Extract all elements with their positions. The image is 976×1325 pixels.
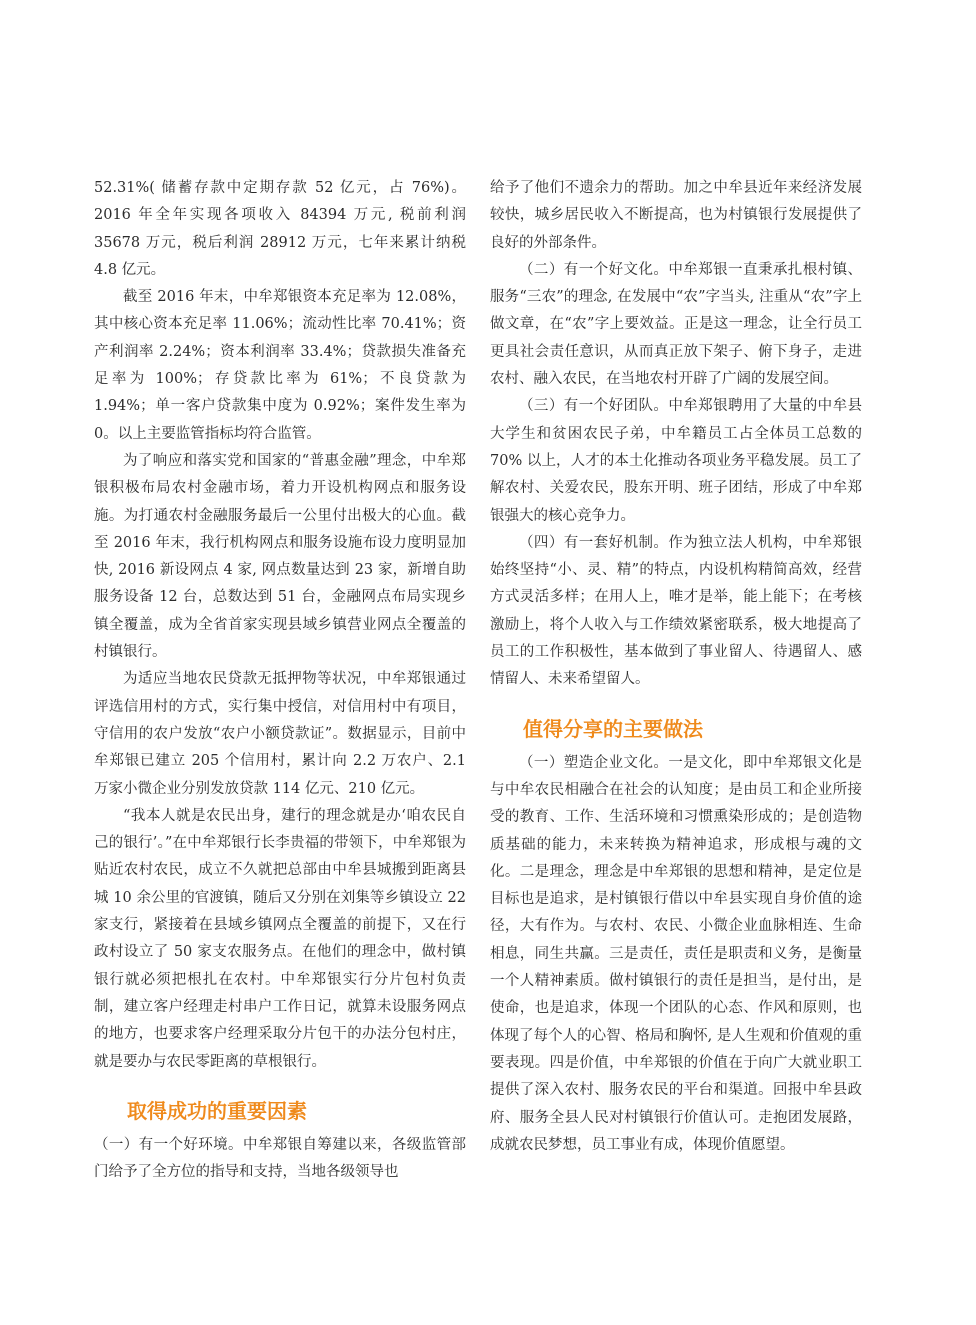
paragraph: （四）有一套好机制。作为独立法人机构，中牟郑银始终坚持“小、灵、精”的特点，内设机构精简高效，经营方式灵活多样；在用人上，唯才是举，能上能下；在考核激励上，将个人收入与工作绩效紧密联系，极大地提高了员工的工作积极性，基本做到了事业留人、待遇留人、感情留人、未来希望留人。 — [490, 534, 862, 688]
paragraph: “我本人就是农民出身，建行的理念就是办‘咱农民自己的银行’。”在中牟郑银行长李贵福的带领下，中牟郑银为贴近农村农民，成立不久就把总部由中牟县城搬到距离县城 10 余公里的官渡镇，随后又分别在刘集等乡镇设立 22 家支行，紧接着在县域乡镇网点全覆盖的前提下，又在行政村设立了 50 家支农服务点。在他们的理念中，做村镇银行就必须把根扎在农村。中牟郑银实行分片包村负责制，建立客户经理走村串户工作日记，就算未设服务网点的地方，也要求客户经理采取分片包干的办法分包村庄，就是要办与农民零距离的草根银行。 — [94, 807, 466, 1070]
right-column — [490, 175, 862, 1159]
paragraph: 为了响应和落实党和国家的“普惠金融”理念，中牟郑银积极布局农村金融市场，着力开设机构网点和服务设施。为打通农村金融服务最后一公里付出极大的心血。截至 2016 年末，我行机构网点和服务设施布设力度明显加快, 2016 新设网点 4 家, 网点数量达到 23 家，新增自助服务设备 12 台，总数达到 51 台，金融网点布局实现乡镇全覆盖，成为全省首家实现县域乡镇营业网点全覆盖的村镇银行。 — [94, 452, 466, 661]
section-heading: 取得成功的重要因素 — [127, 1098, 307, 1123]
paragraph: （一）塑造企业文化。一是文化，即中牟郑银文化是与中牟农民相融合在社会的认知度；是由员工和企业所接受的教育、工作、生活环境和习惯熏染形成的；是创造物质基础的能力，未来转换为精神追求，形成根与魂的文化。二是理念，理念是中牟郑银的思想和精神，是定位是目标也是追求，是村镇银行借以中牟县实现自身价值的途径，大有作为。与农村、农民、小微企业血脉相连、生命相息，同生共赢。三是责任，责任是职责和义务，是衡量一个人精神素质。做村镇银行的责任是担当，是付出，是使命，也是追求，体现一个团队的心态、作风和原则，也体现了每个人的心智、格局和胸怀, 是人生观和价值观的重要表现。四是价值，中牟郑银的价值在于向广大就业职工提供了深入农村、服务农民的平台和渠道。回报中牟县政府、服务全县人民对村镇银行价值认可。走抱团发展路，成就农民梦想，员工事业有成，体现价值愿望。 — [490, 754, 862, 1153]
left-column — [94, 175, 466, 1186]
paragraph: 52.31%( 储蓄存款中定期存款 52 亿元，占 76%)。2016 年全年实现各项收入 84394 万元, 税前利润 35678 万元，税后利润 28912 万元，七年来累计纳税 4.8 亿元。 — [94, 180, 466, 278]
paragraph: （二）有一个好文化。中牟郑银一直秉承扎根村镇、服务“三农”的理念, 在发展中“农”字当头, 注重从“农”字上做文章，在“农”字上要效益。正是这一理念，让全行员工更具社会责任意识，从而真正放下架子、俯下身子，走进农村、融入农民，在当地农村开辟了广阔的发展空间。 — [490, 261, 862, 388]
section-heading: 值得分享的主要做法 — [523, 716, 703, 741]
paragraph: 截至 2016 年末，中牟郑银资本充足率为 12.08%，其中核心资本充足率 11.06%；流动性比率 70.41%；资产利润率 2.24%；资本利润率 33.4%；贷款损失准备充足率为 100%；存贷款比率为 61%；不良贷款为 1.94%；单一客户贷款集中度为 0.92%；案件发生率为 0。以上主要监管指标均符合监管。 — [94, 289, 466, 442]
paragraph: 给予了他们不遗余力的帮助。加之中牟县近年来经济发展较快，城乡居民收入不断提高，也为村镇银行发展提供了良好的外部条件。 — [490, 180, 862, 251]
paragraph: 为适应当地农民贷款无抵押物等状况，中牟郑银通过评选信用村的方式，实行集中授信，对信用村中有项目，守信用的农户发放“农户小额贷款证”。数据显示，目前中牟郑银已建立 205 个信用村，累计向 2.2 万农户、2.1 万家小微企业分别发放贷款 114 亿元、210 亿元。 — [94, 671, 466, 797]
paragraph: （一）有一个好环境。中牟郑银自筹建以来，各级监管部门给予了全方位的指导和支持，当地各级领导也 — [94, 1136, 466, 1181]
paragraph: （三）有一个好团队。中牟郑银聘用了大量的中牟县大学生和贫困农民子弟，中牟籍员工占全体员工总数的 70% 以上，人才的本土化推动各项业务平稳发展。员工了解农村、关爱农民，股东开明、班子团结，形成了中牟郑银强大的核心竞争力。 — [490, 398, 862, 524]
